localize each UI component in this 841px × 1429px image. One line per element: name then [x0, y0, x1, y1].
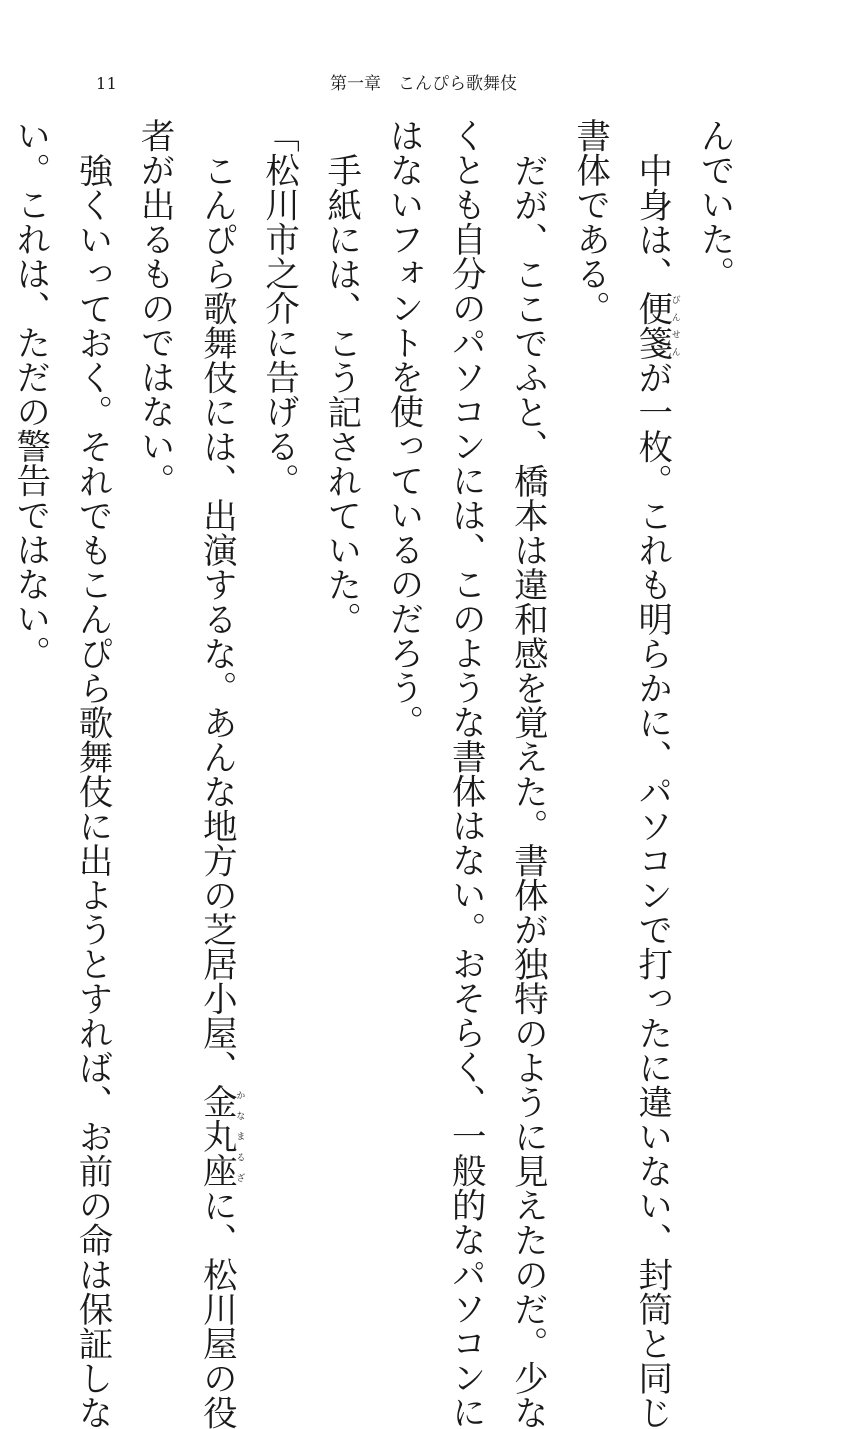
text-line — [558, 118, 620, 1153]
ruby-word — [632, 291, 672, 360]
vertical-body-text — [135, 118, 745, 1153]
text-line — [434, 118, 496, 1153]
text-segment: 者が出るものではない。 — [134, 118, 174, 498]
text-segment: んでいた。 — [694, 118, 734, 291]
text-segment: 「松川市之介に告げる。 — [259, 118, 299, 498]
text-line — [496, 118, 558, 1153]
running-head-title: 第一章 こんぴら歌舞伎 — [330, 74, 517, 94]
text-line — [185, 118, 247, 1153]
text-line — [247, 118, 309, 1153]
ruby-reading: びんせん — [670, 291, 680, 360]
text-segment: だが、ここでふと、橋本は違和感を覚えた。書体が独特のように見えたのだ。少な — [507, 153, 547, 1429]
ruby-base: 便箋 — [632, 291, 672, 360]
text-segment: い。これは、ただの警告ではない。 — [10, 118, 50, 670]
text-line — [372, 118, 434, 1153]
text-segment: が一枚。これも明らかに、パソコンで打ったに違いない、封筒と同じ — [632, 360, 672, 1429]
text-line — [123, 118, 185, 1153]
ruby-reading: かなまるざ — [234, 1084, 244, 1188]
text-segment: 中身は、 — [632, 153, 672, 291]
text-line — [683, 118, 745, 1153]
text-line — [621, 118, 683, 1153]
ruby-word — [196, 1084, 236, 1188]
text-line — [310, 118, 372, 1153]
ruby-base: 金丸座 — [196, 1084, 236, 1188]
text-segment: 手紙には、こう記されていた。 — [321, 153, 361, 636]
text-segment: 書体である。 — [570, 118, 610, 325]
text-segment: に、松川屋の役 — [196, 1188, 236, 1429]
text-line — [61, 118, 123, 1153]
text-segment: 強くいっておく。それでもこんぴら歌舞伎に出ようとすれば、お前の命は保証しな — [72, 153, 112, 1429]
text-line — [0, 118, 61, 1153]
text-segment: こんぴら歌舞伎には、出演するな。あんな地方の芝居小屋、 — [196, 153, 236, 1085]
text-segment: くとも自分のパソコンには、このような書体はない。おそらく、一般的なパソコンに — [445, 118, 485, 1429]
page-number: 11 — [96, 74, 117, 94]
text-segment: はないフォントを使っているのだろう。 — [383, 118, 423, 739]
